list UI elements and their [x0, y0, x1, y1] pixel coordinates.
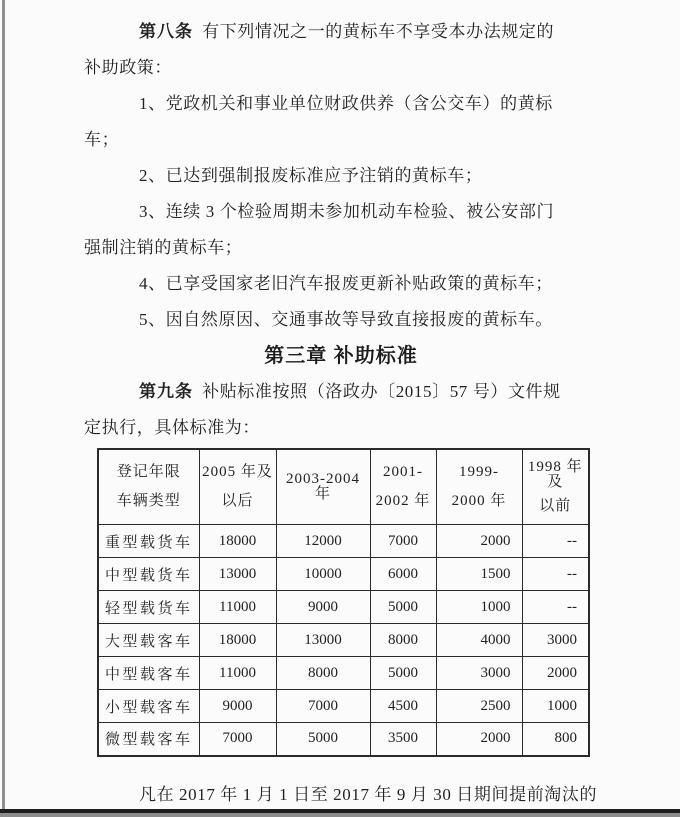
text-line: 定执行，具体标准为：	[84, 418, 260, 437]
subsidy-value-cell: --	[522, 591, 589, 624]
text-line: 3、连续 3 个检验周期未参加机动车检验、被公安部门	[139, 202, 555, 221]
subsidy-value-cell: 3000	[522, 624, 589, 657]
subsidy-standard-table	[97, 448, 590, 757]
subsidy-table-body	[98, 525, 589, 756]
text-line: 1、党政机关和事业单位财政供养（含公交车）的黄标	[139, 94, 553, 113]
table-row	[98, 624, 589, 657]
subsidy-value-cell: 1500	[436, 558, 522, 591]
subsidy-table-header	[98, 449, 589, 525]
page-bottom-edge-gray	[0, 813, 680, 817]
section9-paragraphs	[84, 374, 598, 446]
subsidy-value-cell: 13000	[276, 624, 370, 657]
table-row	[98, 525, 589, 558]
subsidy-value-cell: 2000	[436, 723, 522, 756]
article-number: 第九条	[139, 382, 193, 401]
subsidy-value-cell: 5000	[276, 723, 370, 756]
subsidy-value-cell: 5000	[370, 657, 436, 690]
subsidy-value-cell: 7000	[276, 690, 370, 723]
subsidy-value-cell: 2500	[436, 690, 522, 723]
subsidy-value-cell: 800	[522, 723, 589, 756]
text-line: 补助政策：	[84, 58, 172, 77]
section8-paragraphs	[84, 14, 598, 338]
subsidy-value-cell: 10000	[276, 558, 370, 591]
article-number: 第八条	[139, 22, 193, 41]
vehicle-type-cell: 重型载货车	[98, 525, 199, 558]
vehicle-type-cell: 大型载客车	[98, 624, 199, 657]
subsidy-value-cell: --	[522, 525, 589, 558]
text-line: 强制注销的黄标车；	[84, 238, 243, 257]
page-left-edge-line	[2, 0, 5, 810]
vehicle-type-cell: 轻型载货车	[98, 591, 199, 624]
text-line: 车；	[84, 130, 120, 149]
subsidy-value-cell: 7000	[370, 525, 436, 558]
corner-header-cell: 登记年限 车辆类型	[98, 449, 199, 525]
chapter-heading: 第三章 补助标准	[264, 345, 418, 367]
vehicle-type-cell: 小型载客车	[98, 690, 199, 723]
vehicle-type-cell: 中型载客车	[98, 657, 199, 690]
subsidy-value-cell: 4500	[370, 690, 436, 723]
subsidy-value-cell: 13000	[199, 558, 276, 591]
closing-paragraph	[84, 777, 598, 813]
table-row	[98, 591, 589, 624]
year-range-header-cell: 2001- 2002 年	[370, 449, 436, 525]
subsidy-value-cell: 11000	[199, 591, 276, 624]
subsidy-value-cell: 12000	[276, 525, 370, 558]
table-row	[98, 690, 589, 723]
text-line: 第九条 补贴标准按照（洛政办〔2015〕57 号）文件规	[139, 382, 561, 401]
text-line: 4、已享受国家老旧汽车报废更新补贴政策的黄标车；	[139, 274, 553, 293]
text-line: 2、已达到强制报废标准应予注销的黄标车；	[139, 166, 483, 185]
subsidy-value-cell: 9000	[276, 591, 370, 624]
subsidy-value-cell: 6000	[370, 558, 436, 591]
subsidy-value-cell: 11000	[199, 657, 276, 690]
text-line: 第八条 有下列情况之一的黄标车不享受本办法规定的	[139, 22, 555, 41]
table-row	[98, 558, 589, 591]
vehicle-type-cell: 微型载客车	[98, 723, 199, 756]
year-range-header-cell: 1998 年及 以前	[522, 449, 589, 525]
table-header-row	[98, 449, 589, 525]
subsidy-value-cell: 1000	[522, 690, 589, 723]
year-range-header-cell: 2005 年及 以后	[199, 449, 276, 525]
vehicle-type-cell: 中型载货车	[98, 558, 199, 591]
document-content	[84, 14, 598, 813]
subsidy-value-cell: --	[522, 558, 589, 591]
table-row	[98, 723, 589, 756]
subsidy-value-cell: 8000	[276, 657, 370, 690]
text-line: 凡在 2017 年 1 月 1 日至 2017 年 9 月 30 日期间提前淘汰的	[139, 784, 598, 804]
subsidy-value-cell: 2000	[522, 657, 589, 690]
subsidy-value-cell: 4000	[436, 624, 522, 657]
subsidy-value-cell: 1000	[436, 591, 522, 624]
subsidy-value-cell: 7000	[199, 723, 276, 756]
subsidy-value-cell: 8000	[370, 624, 436, 657]
table-row	[98, 657, 589, 690]
text-line: 5、因自然原因、交通事故等导致直接报废的黄标车。	[139, 310, 553, 329]
subsidy-value-cell: 2000	[436, 525, 522, 558]
subsidy-value-cell: 3000	[436, 657, 522, 690]
subsidy-value-cell: 5000	[370, 591, 436, 624]
subsidy-value-cell: 18000	[199, 624, 276, 657]
subsidy-value-cell: 9000	[199, 690, 276, 723]
year-range-header-cell: 1999- 2000 年	[436, 449, 522, 525]
subsidy-value-cell: 18000	[199, 525, 276, 558]
subsidy-value-cell: 3500	[370, 723, 436, 756]
year-range-header-cell: 2003-2004 年	[276, 449, 370, 525]
